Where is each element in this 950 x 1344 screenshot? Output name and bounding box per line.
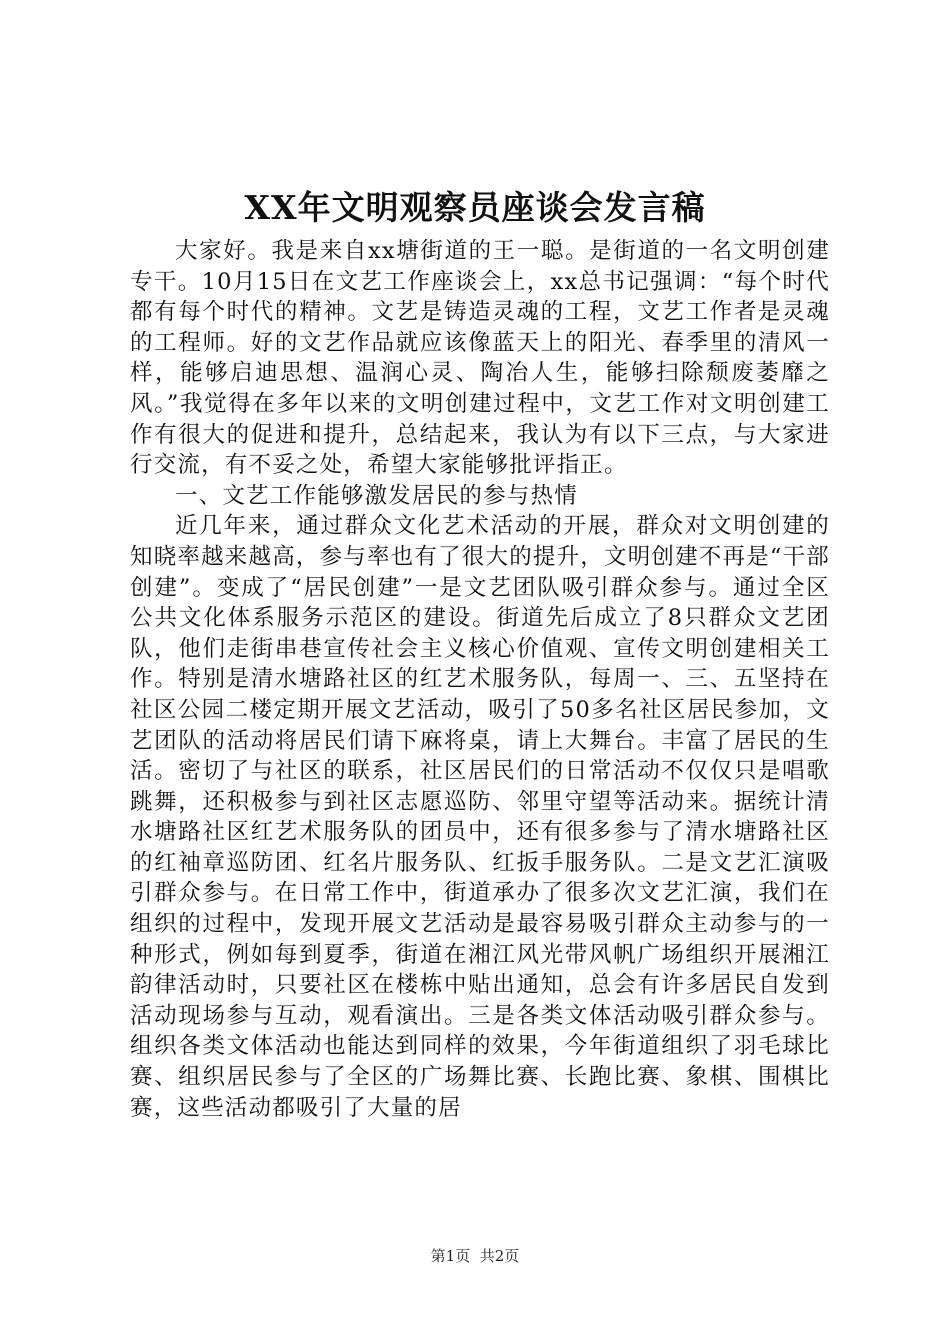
paragraph-intro: 大家好。我是来自xx塘街道的王一聪。是街道的一名文明创建专干。10月15日在文艺工作座谈会上，xx总书记强调：“每个时代都有每个时代的精神。文艺是铸造灵魂的工程，文艺工作者是灵魂的工程师。好的文艺作品就应该像蓝天上的阳光、春季里的清风一样，能够启迪思想、温润心灵、陶冶人生，能够扫除颓废萎靡之风。”我觉得在多年以来的文明创建过程中，文艺工作对文明创建工作有很大的促进和提升，总结起来，我认为有以下三点，与大家进行交流，有不妥之处，希望大家能够批评指正。 [130, 238, 830, 479]
page-number-current: 第1页 [430, 1247, 471, 1265]
section-heading-1: 一、文艺工作能够激发居民的参与热情 [175, 482, 578, 509]
document-body [130, 236, 830, 1123]
footer-separator [470, 1247, 480, 1265]
page-number-total: 共2页 [479, 1247, 520, 1265]
paragraph-section-1: 近几年来，通过群众文化艺术活动的开展，群众对文明创建的知晓率越来越高，参与率也有了很大的提升，文明创建不再是“干部创建”。变成了“居民创建”一是文艺团队吸引群众参与。通过全区公共文化体系服务示范区的建设。街道先后成立了8只群众文艺团队，他们走街串巷宣传社会主义核心价值观、宣传文明创建相关工作。特别是清水塘路社区的红艺术服务队，每周一、三、五坚持在社区公园二楼定期开展文艺活动，吸引了50多名社区居民参加，文艺团队的活动将居民们请下麻将桌，请上大舞台。丰富了居民的生活。密切了与社区的联系，社区居民们的日常活动不仅仅只是唱歌跳舞，还积极参与到社区志愿巡防、邻里守望等活动来。据统计清水塘路社区红艺术服务队的团员中，还有很多参与了清水塘路社区的红袖章巡防团、红名片服务队、红扳手服务队。二是文艺汇演吸引群众参与。在日常工作中，街道承办了很多次文艺汇演，我们在组织的过程中，发现开展文艺活动是最容易吸引群众主动参与的一种形式，例如每到夏季，街道在湘江风光带风帆广场组织开展湘江韵律活动时，只要社区在楼栋中贴出通知，总会有许多居民自发到活动现场参与互动，观看演出。三是各类文体活动吸引群众参与。组织各类文体活动也能达到同样的效果，今年街道组织了羽毛球比赛、组织居民参与了全区的广场舞比赛、长跑比赛、象棋、围棋比赛，这些活动都吸引了大量的居 [130, 513, 831, 1121]
page-footer [0, 1246, 950, 1266]
document-title: XX年文明观察员座谈会发言稿 [244, 188, 706, 227]
